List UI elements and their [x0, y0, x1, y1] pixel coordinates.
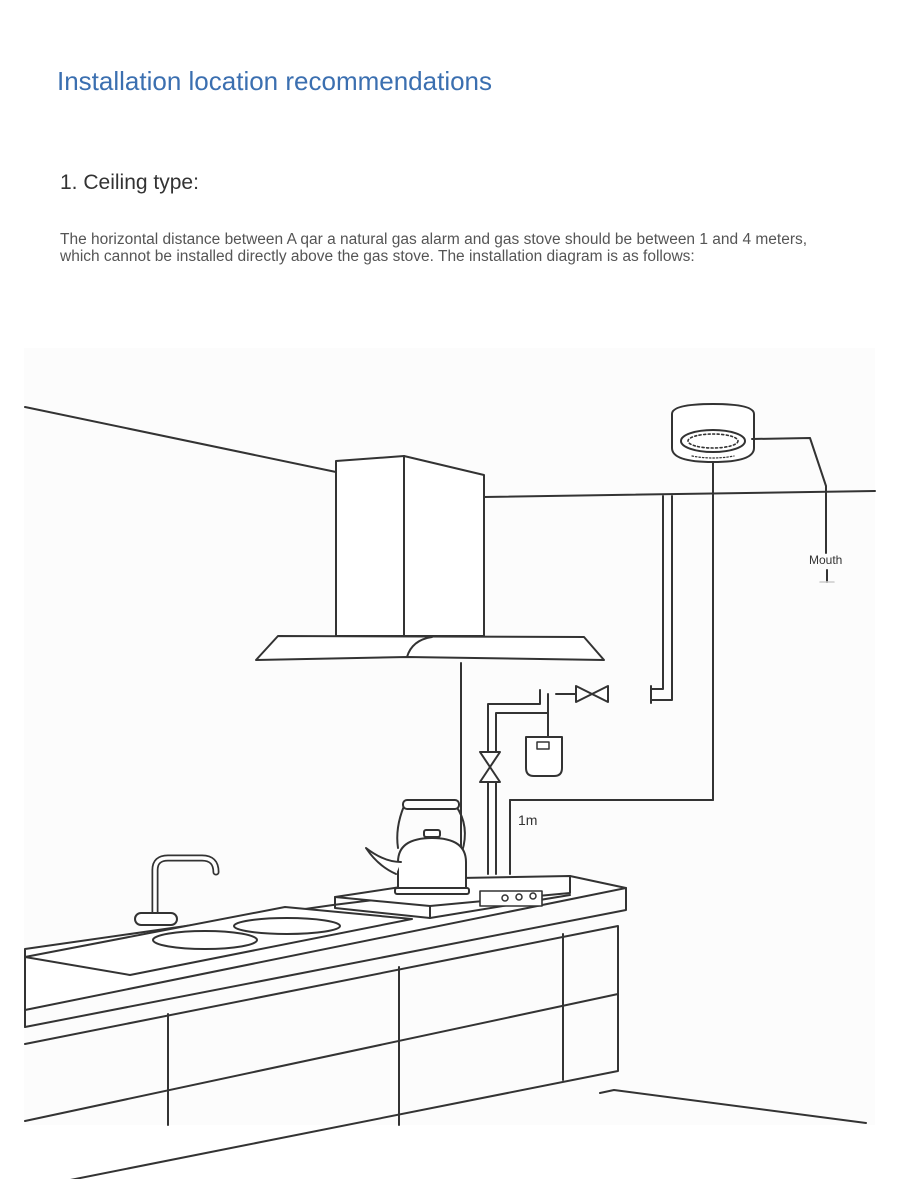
kettle — [366, 800, 469, 894]
wall-outlet — [820, 570, 834, 582]
gas-meter — [526, 737, 562, 776]
distance-label: 1m — [518, 812, 538, 828]
gas-alarm — [672, 404, 754, 462]
section-description: The horizontal distance between A qar a natural gas alarm and gas stove should be between 1 and 4 meters, which cannot be installed directly above the gas stove. The installation diagram is as follows: — [60, 231, 808, 265]
range-hood — [256, 456, 604, 660]
faucet — [135, 858, 216, 925]
gas-pipeline — [488, 496, 672, 874]
page-title: Installation location recommendations — [57, 66, 493, 96]
section-heading: 1. Ceiling type: — [60, 171, 199, 194]
outlet-label: Mouth — [809, 553, 843, 567]
